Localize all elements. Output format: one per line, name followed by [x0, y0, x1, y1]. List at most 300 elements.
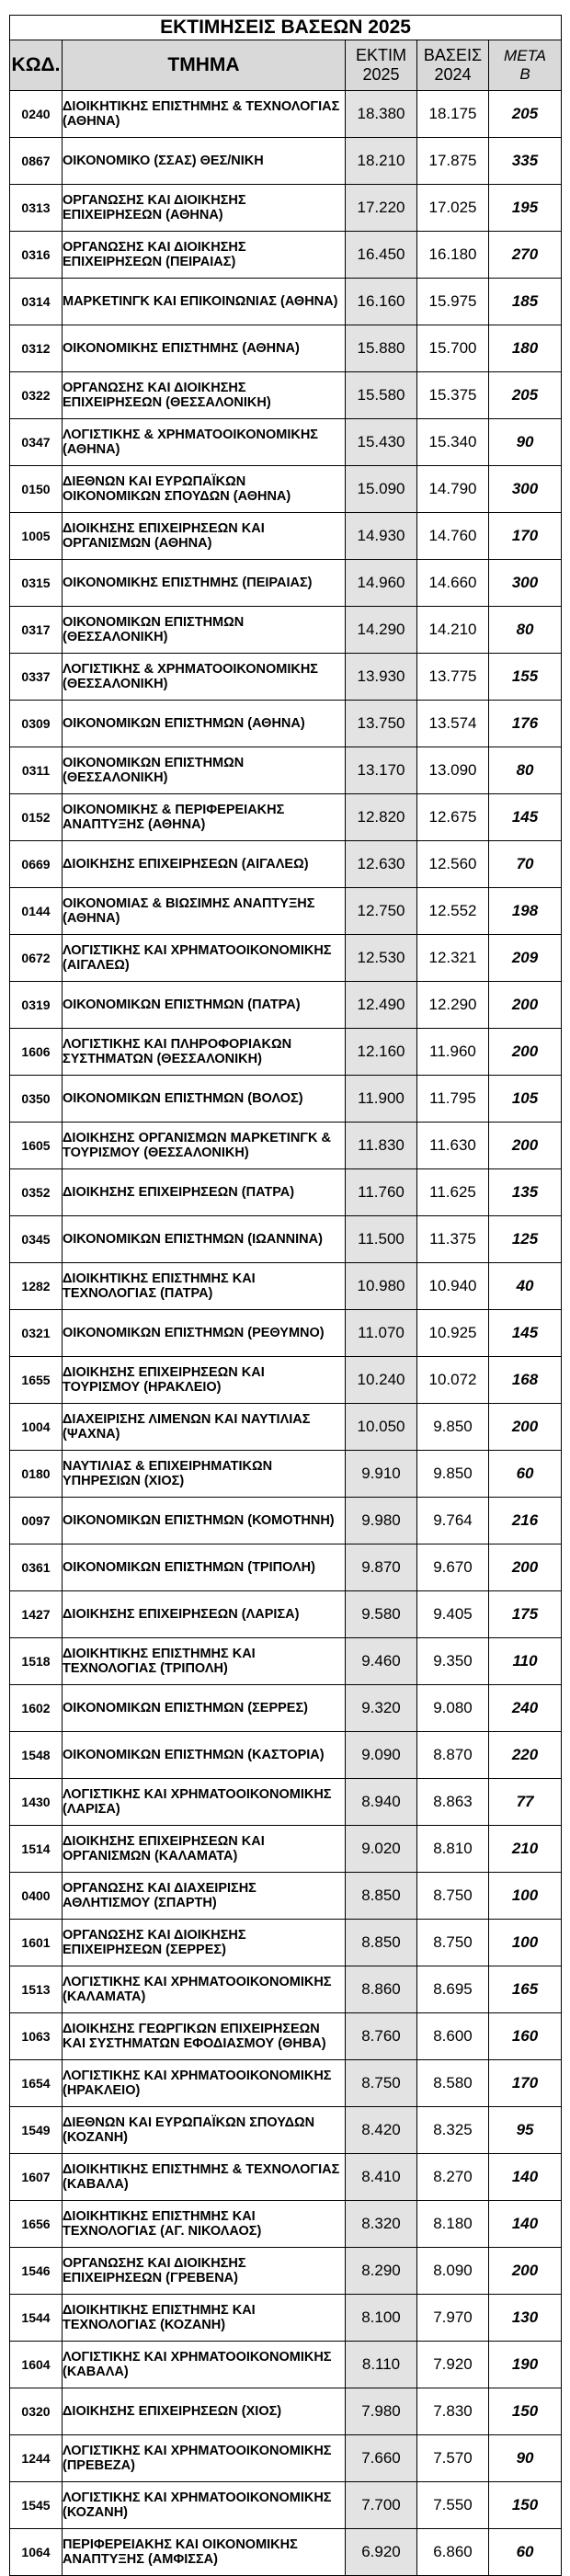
estimate-cell: 9.580 [346, 1591, 417, 1638]
estimate-cell: 8.860 [346, 1966, 417, 2013]
estimate-cell: 18.210 [346, 138, 417, 185]
table-row [10, 2482, 562, 2529]
change-cell: 90 [489, 2435, 562, 2482]
estimate-cell: 12.490 [346, 982, 417, 1029]
change-cell: 200 [489, 1029, 562, 1076]
code-cell: 1063 [10, 2013, 63, 2060]
table-body [10, 91, 562, 2576]
table-row [10, 841, 562, 888]
code-cell: 1004 [10, 1404, 63, 1451]
department-cell: ΛΟΓΙΣΤΙΚΗΣ & ΧΡΗΜΑΤΟΟΙΚΟΝΟΜΙΚΗΣ (ΑΘΗΝΑ) [63, 419, 346, 466]
change-cell: 90 [489, 419, 562, 466]
code-cell: 0317 [10, 607, 63, 654]
base-cell: 15.375 [417, 372, 489, 419]
code-cell: 0350 [10, 1076, 63, 1123]
code-cell: 0400 [10, 1873, 63, 1920]
code-cell: 0321 [10, 1310, 63, 1357]
code-cell: 0337 [10, 654, 63, 701]
change-cell: 70 [489, 841, 562, 888]
table-row [10, 2013, 562, 2060]
department-cell: ΔΙΑΧΕΙΡΙΣΗΣ ΛΙΜΕΝΩΝ ΚΑΙ ΝΑΥΤΙΛΙΑΣ (ΨΑΧΝΑ) [63, 1404, 346, 1451]
change-cell: 145 [489, 1310, 562, 1357]
estimate-cell: 9.910 [346, 1451, 417, 1498]
base-cell: 17.025 [417, 185, 489, 232]
table-row [10, 747, 562, 794]
table-row [10, 1826, 562, 1873]
estimate-cell: 11.760 [346, 1169, 417, 1216]
base-cell: 7.550 [417, 2482, 489, 2529]
estimate-cell: 9.980 [346, 1498, 417, 1544]
code-cell: 0320 [10, 2388, 63, 2435]
base-cell: 17.875 [417, 138, 489, 185]
table-row [10, 185, 562, 232]
code-cell: 0322 [10, 372, 63, 419]
change-cell: 210 [489, 1826, 562, 1873]
header-base-line2: 2024 [434, 65, 472, 84]
change-cell: 185 [489, 279, 562, 325]
change-cell: 335 [489, 138, 562, 185]
estimate-cell: 9.870 [346, 1544, 417, 1591]
estimate-cell: 11.830 [346, 1123, 417, 1169]
change-cell: 216 [489, 1498, 562, 1544]
code-cell: 0867 [10, 138, 63, 185]
department-cell: ΟΡΓΑΝΩΣΗΣ ΚΑΙ ΔΙΑΧΕΙΡΙΣΗΣ ΑΘΛΗΤΙΣΜΟΥ (ΣΠΑΡΤΗ) [63, 1873, 346, 1920]
code-cell: 1548 [10, 1732, 63, 1779]
table-row [10, 1920, 562, 1966]
change-cell: 200 [489, 982, 562, 1029]
department-cell: ΜΑΡΚΕΤΙΝΓΚ ΚΑΙ ΕΠΙΚΟΙΝΩΝΙΑΣ (ΑΘΗΝΑ) [63, 279, 346, 325]
code-cell: 0361 [10, 1544, 63, 1591]
code-cell: 0312 [10, 325, 63, 372]
department-cell: ΛΟΓΙΣΤΙΚΗΣ ΚΑΙ ΧΡΗΜΑΤΟΟΙΚΟΝΟΜΙΚΗΣ (ΚΟΖΑΝΗ) [63, 2482, 346, 2529]
department-cell: ΛΟΓΙΣΤΙΚΗΣ ΚΑΙ ΠΛΗΡΟΦΟΡΙΑΚΩΝ ΣΥΣΤΗΜΑΤΩΝ (ΘΕΣΣΑΛΟΝΙΚΗ) [63, 1029, 346, 1076]
header-estimate-line1: ΕΚΤΙΜ [355, 46, 406, 64]
change-cell: 168 [489, 1357, 562, 1404]
change-cell: 200 [489, 2248, 562, 2295]
code-cell: 1544 [10, 2295, 63, 2342]
code-cell: 1427 [10, 1591, 63, 1638]
estimate-cell: 12.750 [346, 888, 417, 935]
estimate-cell: 11.500 [346, 1216, 417, 1263]
estimate-cell: 10.980 [346, 1263, 417, 1310]
table-row [10, 1451, 562, 1498]
header-change [489, 40, 562, 91]
base-cell: 14.760 [417, 513, 489, 560]
department-cell: ΟΙΚΟΝΟΜΙΚΗΣ ΕΠΙΣΤΗΜΗΣ (ΠΕΙΡΑΙΑΣ) [63, 560, 346, 607]
estimate-cell: 6.920 [346, 2529, 417, 2576]
base-cell: 8.863 [417, 1779, 489, 1826]
change-cell: 170 [489, 2060, 562, 2107]
base-cell: 12.560 [417, 841, 489, 888]
department-cell: ΟΙΚΟΝΟΜΙΚΗΣ & ΠΕΡΙΦΕΡΕΙΑΚΗΣ ΑΝΑΠΤΥΞΗΣ (ΑΘΗΝΑ) [63, 794, 346, 841]
base-cell: 9.405 [417, 1591, 489, 1638]
change-cell: 105 [489, 1076, 562, 1123]
code-cell: 1606 [10, 1029, 63, 1076]
table-row [10, 2154, 562, 2201]
base-cell: 10.072 [417, 1357, 489, 1404]
department-cell: ΔΙΟΙΚΗΣΗΣ ΕΠΙΧΕΙΡΗΣΕΩΝ ΚΑΙ ΤΟΥΡΙΣΜΟΥ (ΗΡΑΚΛΕΙΟ) [63, 1357, 346, 1404]
estimate-cell: 11.070 [346, 1310, 417, 1357]
department-cell: ΟΙΚΟΝΟΜΙΚΗΣ ΕΠΙΣΤΗΜΗΣ (ΑΘΗΝΑ) [63, 325, 346, 372]
department-cell: ΛΟΓΙΣΤΙΚΗΣ ΚΑΙ ΧΡΗΜΑΤΟΟΙΚΟΝΟΜΙΚΗΣ (ΚΑΛΑΜΑΤΑ) [63, 1966, 346, 2013]
table-row [10, 794, 562, 841]
estimate-cell: 16.450 [346, 232, 417, 279]
code-cell: 0345 [10, 1216, 63, 1263]
change-cell: 145 [489, 794, 562, 841]
estimate-cell: 15.090 [346, 466, 417, 513]
estimate-cell: 12.530 [346, 935, 417, 982]
department-cell: ΔΙΟΙΚΗΤΙΚΗΣ ΕΠΙΣΤΗΜΗΣ & ΤΕΧΝΟΛΟΓΙΑΣ (ΑΘΗΝΑ) [63, 91, 346, 138]
base-cell: 9.850 [417, 1451, 489, 1498]
change-cell: 125 [489, 1216, 562, 1263]
department-cell: ΔΙΟΙΚΗΤΙΚΗΣ ΕΠΙΣΤΗΜΗΣ ΚΑΙ ΤΕΧΝΟΛΟΓΙΑΣ (ΤΡΙΠΟΛΗ) [63, 1638, 346, 1685]
department-cell: ΟΙΚΟΝΟΜΙΚΩΝ ΕΠΙΣΤΗΜΩΝ (ΚΟΜΟΤΗΝΗ) [63, 1498, 346, 1544]
department-cell: ΟΙΚΟΝΟΜΙΚΩΝ ΕΠΙΣΤΗΜΩΝ (ΤΡΙΠΟΛΗ) [63, 1544, 346, 1591]
base-cell: 12.552 [417, 888, 489, 935]
header-estimate [346, 40, 417, 91]
change-cell: 110 [489, 1638, 562, 1685]
department-cell: ΔΙΕΘΝΩΝ ΚΑΙ ΕΥΡΩΠΑΪΚΩΝ ΣΠΟΥΔΩΝ (ΚΟΖΑΝΗ) [63, 2107, 346, 2154]
base-cell: 11.795 [417, 1076, 489, 1123]
change-cell: 150 [489, 2388, 562, 2435]
change-cell: 80 [489, 607, 562, 654]
change-cell: 135 [489, 1169, 562, 1216]
department-cell: ΟΙΚΟΝΟΜΙΚΩΝ ΕΠΙΣΤΗΜΩΝ (ΘΕΣΣΑΛΟΝΙΚΗ) [63, 747, 346, 794]
change-cell: 165 [489, 1966, 562, 2013]
scores-table [9, 15, 562, 2576]
department-cell: ΛΟΓΙΣΤΙΚΗΣ & ΧΡΗΜΑΤΟΟΙΚΟΝΟΜΙΚΗΣ (ΘΕΣΣΑΛΟΝΙΚΗ) [63, 654, 346, 701]
code-cell: 1430 [10, 1779, 63, 1826]
table-row [10, 1544, 562, 1591]
department-cell: ΔΙΟΙΚΗΤΙΚΗΣ ΕΠΙΣΤΗΜΗΣ ΚΑΙ ΤΕΧΝΟΛΟΓΙΑΣ (ΠΑΤΡΑ) [63, 1263, 346, 1310]
department-cell: ΔΙΟΙΚΗΣΗΣ ΕΠΙΧΕΙΡΗΣΕΩΝ (ΧΙΟΣ) [63, 2388, 346, 2435]
table-row [10, 1123, 562, 1169]
base-cell: 11.630 [417, 1123, 489, 1169]
department-cell: ΔΙΟΙΚΗΤΙΚΗΣ ΕΠΙΣΤΗΜΗΣ ΚΑΙ ΤΕΧΝΟΛΟΓΙΑΣ (ΑΓ. ΝΙΚΟΛΑΟΣ) [63, 2201, 346, 2248]
base-cell: 8.750 [417, 1873, 489, 1920]
department-cell: ΟΙΚΟΝΟΜΙΚΩΝ ΕΠΙΣΤΗΜΩΝ (ΑΘΗΝΑ) [63, 701, 346, 747]
department-cell: ΛΟΓΙΣΤΙΚΗΣ ΚΑΙ ΧΡΗΜΑΤΟΟΙΚΟΝΟΜΙΚΗΣ (ΗΡΑΚΛΕΙΟ) [63, 2060, 346, 2107]
table-row [10, 982, 562, 1029]
department-cell: ΟΡΓΑΝΩΣΗΣ ΚΑΙ ΔΙΟΙΚΗΣΗΣ ΕΠΙΧΕΙΡΗΣΕΩΝ (ΠΕΙΡΑΙΑΣ) [63, 232, 346, 279]
code-cell: 1518 [10, 1638, 63, 1685]
table-row [10, 2295, 562, 2342]
header-code: ΚΩΔ. [10, 40, 63, 91]
base-cell: 13.775 [417, 654, 489, 701]
estimate-cell: 7.980 [346, 2388, 417, 2435]
change-cell: 95 [489, 2107, 562, 2154]
base-cell: 7.970 [417, 2295, 489, 2342]
base-cell: 11.375 [417, 1216, 489, 1263]
table-row [10, 888, 562, 935]
table-row [10, 466, 562, 513]
estimate-cell: 10.240 [346, 1357, 417, 1404]
code-cell: 1654 [10, 2060, 63, 2107]
estimate-cell: 8.410 [346, 2154, 417, 2201]
change-cell: 77 [489, 1779, 562, 1826]
code-cell: 0097 [10, 1498, 63, 1544]
base-cell: 18.175 [417, 91, 489, 138]
estimate-cell: 13.170 [346, 747, 417, 794]
code-cell: 0313 [10, 185, 63, 232]
base-cell: 15.975 [417, 279, 489, 325]
change-cell: 130 [489, 2295, 562, 2342]
table-row [10, 1310, 562, 1357]
table-row [10, 1076, 562, 1123]
base-cell: 9.764 [417, 1498, 489, 1544]
department-cell: ΔΙΟΙΚΗΤΙΚΗΣ ΕΠΙΣΤΗΜΗΣ & ΤΕΧΝΟΛΟΓΙΑΣ (ΚΑΒΑΛΑ) [63, 2154, 346, 2201]
department-cell: ΟΙΚΟΝΟΜΙΚΟ (ΣΣΑΣ) ΘΕΣ/ΝΙΚΗ [63, 138, 346, 185]
department-cell: ΔΙΟΙΚΗΣΗΣ ΕΠΙΧΕΙΡΗΣΕΩΝ (ΠΑΤΡΑ) [63, 1169, 346, 1216]
estimate-cell: 7.660 [346, 2435, 417, 2482]
change-cell: 209 [489, 935, 562, 982]
estimate-cell: 9.090 [346, 1732, 417, 1779]
table-row [10, 419, 562, 466]
estimate-cell: 14.960 [346, 560, 417, 607]
department-cell: ΟΙΚΟΝΟΜΙΑΣ & ΒΙΩΣΙΜΗΣ ΑΝΑΠΤΥΞΗΣ (ΑΘΗΝΑ) [63, 888, 346, 935]
code-cell: 1513 [10, 1966, 63, 2013]
department-cell: ΠΕΡΙΦΕΡΕΙΑΚΗΣ ΚΑΙ ΟΙΚΟΝΟΜΙΚΗΣ ΑΝΑΠΤΥΞΗΣ (ΑΜΦΙΣΣΑ) [63, 2529, 346, 2576]
table-row [10, 1357, 562, 1404]
code-cell: 1282 [10, 1263, 63, 1310]
department-cell: ΟΙΚΟΝΟΜΙΚΩΝ ΕΠΙΣΤΗΜΩΝ (ΘΕΣΣΑΛΟΝΙΚΗ) [63, 607, 346, 654]
department-cell: ΔΙΟΙΚΗΤΙΚΗΣ ΕΠΙΣΤΗΜΗΣ ΚΑΙ ΤΕΧΝΟΛΟΓΙΑΣ (ΚΟΖΑΝΗ) [63, 2295, 346, 2342]
estimate-cell: 14.290 [346, 607, 417, 654]
header-estimate-line2: 2025 [362, 65, 400, 84]
estimate-cell: 12.820 [346, 794, 417, 841]
department-cell: ΔΙΟΙΚΗΣΗΣ ΕΠΙΧΕΙΡΗΣΕΩΝ ΚΑΙ ΟΡΓΑΝΙΣΜΩΝ (ΚΑΛΑΜΑΤΑ) [63, 1826, 346, 1873]
change-cell: 240 [489, 1685, 562, 1732]
code-cell: 0314 [10, 279, 63, 325]
change-cell: 140 [489, 2201, 562, 2248]
base-cell: 8.270 [417, 2154, 489, 2201]
table-row [10, 1029, 562, 1076]
header-base-line1: ΒΑΣΕΙΣ [423, 46, 483, 64]
base-cell: 14.210 [417, 607, 489, 654]
estimate-cell: 8.320 [346, 2201, 417, 2248]
table-row [10, 1779, 562, 1826]
table-row [10, 279, 562, 325]
base-cell: 8.750 [417, 1920, 489, 1966]
base-cell: 11.625 [417, 1169, 489, 1216]
code-cell: 1655 [10, 1357, 63, 1404]
base-cell: 14.790 [417, 466, 489, 513]
estimate-cell: 16.160 [346, 279, 417, 325]
code-cell: 1549 [10, 2107, 63, 2154]
code-cell: 1605 [10, 1123, 63, 1169]
base-cell: 15.340 [417, 419, 489, 466]
change-cell: 160 [489, 2013, 562, 2060]
change-cell: 180 [489, 325, 562, 372]
code-cell: 1656 [10, 2201, 63, 2248]
base-cell: 16.180 [417, 232, 489, 279]
department-cell: ΔΙΟΙΚΗΣΗΣ ΟΡΓΑΝΙΣΜΩΝ ΜΑΡΚΕΤΙΝΓΚ & ΤΟΥΡΙΣΜΟΥ (ΘΕΣΣΑΛΟΝΙΚΗ) [63, 1123, 346, 1169]
table-row [10, 1685, 562, 1732]
table-row [10, 2248, 562, 2295]
estimate-cell: 8.290 [346, 2248, 417, 2295]
change-cell: 60 [489, 2529, 562, 2576]
code-cell: 0669 [10, 841, 63, 888]
header-department: ΤΜΗΜΑ [63, 40, 346, 91]
base-cell: 6.860 [417, 2529, 489, 2576]
base-cell: 8.325 [417, 2107, 489, 2154]
estimate-cell: 12.630 [346, 841, 417, 888]
table-row [10, 2388, 562, 2435]
change-cell: 205 [489, 91, 562, 138]
base-cell: 9.670 [417, 1544, 489, 1591]
base-cell: 15.700 [417, 325, 489, 372]
estimate-cell: 18.380 [346, 91, 417, 138]
base-cell: 9.350 [417, 1638, 489, 1685]
code-cell: 1244 [10, 2435, 63, 2482]
code-cell: 1601 [10, 1920, 63, 1966]
base-cell: 8.810 [417, 1826, 489, 1873]
change-cell: 190 [489, 2342, 562, 2388]
code-cell: 0319 [10, 982, 63, 1029]
estimate-cell: 14.930 [346, 513, 417, 560]
estimate-cell: 8.760 [346, 2013, 417, 2060]
department-cell: ΟΡΓΑΝΩΣΗΣ ΚΑΙ ΔΙΟΙΚΗΣΗΣ ΕΠΙΧΕΙΡΗΣΕΩΝ (ΘΕΣΣΑΛΟΝΙΚΗ) [63, 372, 346, 419]
department-cell: ΟΙΚΟΝΟΜΙΚΩΝ ΕΠΙΣΤΗΜΩΝ (ΚΑΣΤΟΡΙΑ) [63, 1732, 346, 1779]
department-cell: ΛΟΓΙΣΤΙΚΗΣ ΚΑΙ ΧΡΗΜΑΤΟΟΙΚΟΝΟΜΙΚΗΣ (ΠΡΕΒΕΖΑ) [63, 2435, 346, 2482]
department-cell: ΛΟΓΙΣΤΙΚΗΣ ΚΑΙ ΧΡΗΜΑΤΟΟΙΚΟΝΟΜΙΚΗΣ (ΑΙΓΑΛΕΩ) [63, 935, 346, 982]
table-row [10, 232, 562, 279]
table-row [10, 1732, 562, 1779]
estimate-cell: 12.160 [346, 1029, 417, 1076]
estimate-cell: 8.940 [346, 1779, 417, 1826]
table-row [10, 607, 562, 654]
base-cell: 9.080 [417, 1685, 489, 1732]
estimate-cell: 9.020 [346, 1826, 417, 1873]
table-row [10, 701, 562, 747]
department-cell: ΟΙΚΟΝΟΜΙΚΩΝ ΕΠΙΣΤΗΜΩΝ (ΣΕΡΡΕΣ) [63, 1685, 346, 1732]
department-cell: ΛΟΓΙΣΤΙΚΗΣ ΚΑΙ ΧΡΗΜΑΤΟΟΙΚΟΝΟΜΙΚΗΣ (ΚΑΒΑΛΑ) [63, 2342, 346, 2388]
department-cell: ΛΟΓΙΣΤΙΚΗΣ ΚΑΙ ΧΡΗΜΑΤΟΟΙΚΟΝΟΜΙΚΗΣ (ΛΑΡΙΣΑ) [63, 1779, 346, 1826]
table-row [10, 513, 562, 560]
estimate-cell: 15.580 [346, 372, 417, 419]
base-cell: 8.580 [417, 2060, 489, 2107]
table-row [10, 1498, 562, 1544]
change-cell: 100 [489, 1873, 562, 1920]
code-cell: 1604 [10, 2342, 63, 2388]
code-cell: 0150 [10, 466, 63, 513]
code-cell: 1546 [10, 2248, 63, 2295]
base-cell: 13.574 [417, 701, 489, 747]
base-cell: 7.920 [417, 2342, 489, 2388]
estimate-cell: 7.700 [346, 2482, 417, 2529]
change-cell: 140 [489, 2154, 562, 2201]
base-cell: 12.290 [417, 982, 489, 1029]
estimate-cell: 11.900 [346, 1076, 417, 1123]
header-change-line2: Β [519, 65, 530, 83]
table-row [10, 1591, 562, 1638]
change-cell: 176 [489, 701, 562, 747]
table-row [10, 1263, 562, 1310]
table-row [10, 2529, 562, 2576]
code-cell: 0152 [10, 794, 63, 841]
estimate-cell: 15.430 [346, 419, 417, 466]
code-cell: 0352 [10, 1169, 63, 1216]
base-cell: 10.925 [417, 1310, 489, 1357]
table-row [10, 1169, 562, 1216]
table-row [10, 91, 562, 138]
change-cell: 80 [489, 747, 562, 794]
department-cell: ΟΙΚΟΝΟΜΙΚΩΝ ΕΠΙΣΤΗΜΩΝ (ΙΩΑΝΝΙΝΑ) [63, 1216, 346, 1263]
department-cell: ΟΙΚΟΝΟΜΙΚΩΝ ΕΠΙΣΤΗΜΩΝ (ΒΟΛΟΣ) [63, 1076, 346, 1123]
code-cell: 0347 [10, 419, 63, 466]
change-cell: 200 [489, 1544, 562, 1591]
change-cell: 300 [489, 466, 562, 513]
code-cell: 0316 [10, 232, 63, 279]
code-cell: 0144 [10, 888, 63, 935]
estimate-cell: 13.750 [346, 701, 417, 747]
table-row [10, 935, 562, 982]
department-cell: ΟΙΚΟΝΟΜΙΚΩΝ ΕΠΙΣΤΗΜΩΝ (ΡΕΘΥΜΝΟ) [63, 1310, 346, 1357]
code-cell: 0309 [10, 701, 63, 747]
estimate-cell: 10.050 [346, 1404, 417, 1451]
base-cell: 14.660 [417, 560, 489, 607]
table-row [10, 2060, 562, 2107]
base-cell: 13.090 [417, 747, 489, 794]
code-cell: 1607 [10, 2154, 63, 2201]
base-cell: 10.940 [417, 1263, 489, 1310]
base-cell: 8.180 [417, 2201, 489, 2248]
header-change-line1: ΜΕΤΑ [504, 47, 546, 64]
change-cell: 198 [489, 888, 562, 935]
table-row [10, 372, 562, 419]
header-base [417, 40, 489, 91]
change-cell: 270 [489, 232, 562, 279]
department-cell: ΔΙΟΙΚΗΣΗΣ ΕΠΙΧΕΙΡΗΣΕΩΝ (ΛΑΡΙΣΑ) [63, 1591, 346, 1638]
table-row [10, 325, 562, 372]
change-cell: 150 [489, 2482, 562, 2529]
estimate-cell: 9.320 [346, 1685, 417, 1732]
change-cell: 175 [489, 1591, 562, 1638]
table-title: ΕΚΤΙΜΗΣΕΙΣ ΒΑΣΕΩΝ 2025 [10, 16, 562, 40]
base-cell: 7.830 [417, 2388, 489, 2435]
change-cell: 300 [489, 560, 562, 607]
table-row [10, 2435, 562, 2482]
change-cell: 195 [489, 185, 562, 232]
code-cell: 0311 [10, 747, 63, 794]
department-cell: ΟΡΓΑΝΩΣΗΣ ΚΑΙ ΔΙΟΙΚΗΣΗΣ ΕΠΙΧΕΙΡΗΣΕΩΝ (ΑΘΗΝΑ) [63, 185, 346, 232]
base-cell: 8.600 [417, 2013, 489, 2060]
table-row [10, 2342, 562, 2388]
base-cell: 11.960 [417, 1029, 489, 1076]
base-cell: 8.695 [417, 1966, 489, 2013]
change-cell: 220 [489, 1732, 562, 1779]
base-cell: 12.675 [417, 794, 489, 841]
estimate-cell: 8.850 [346, 1873, 417, 1920]
change-cell: 200 [489, 1123, 562, 1169]
estimate-cell: 8.100 [346, 2295, 417, 2342]
change-cell: 155 [489, 654, 562, 701]
department-cell: ΟΡΓΑΝΩΣΗΣ ΚΑΙ ΔΙΟΙΚΗΣΗΣ ΕΠΙΧΕΙΡΗΣΕΩΝ (ΓΡΕΒΕΝΑ) [63, 2248, 346, 2295]
header-row [10, 40, 562, 91]
estimate-cell: 8.750 [346, 2060, 417, 2107]
table-row [10, 1638, 562, 1685]
code-cell: 1005 [10, 513, 63, 560]
code-cell: 1514 [10, 1826, 63, 1873]
table-row [10, 654, 562, 701]
code-cell: 1602 [10, 1685, 63, 1732]
table-row [10, 1966, 562, 2013]
code-cell: 1545 [10, 2482, 63, 2529]
estimate-cell: 17.220 [346, 185, 417, 232]
base-cell: 12.321 [417, 935, 489, 982]
table-row [10, 1216, 562, 1263]
estimate-cell: 8.850 [346, 1920, 417, 1966]
